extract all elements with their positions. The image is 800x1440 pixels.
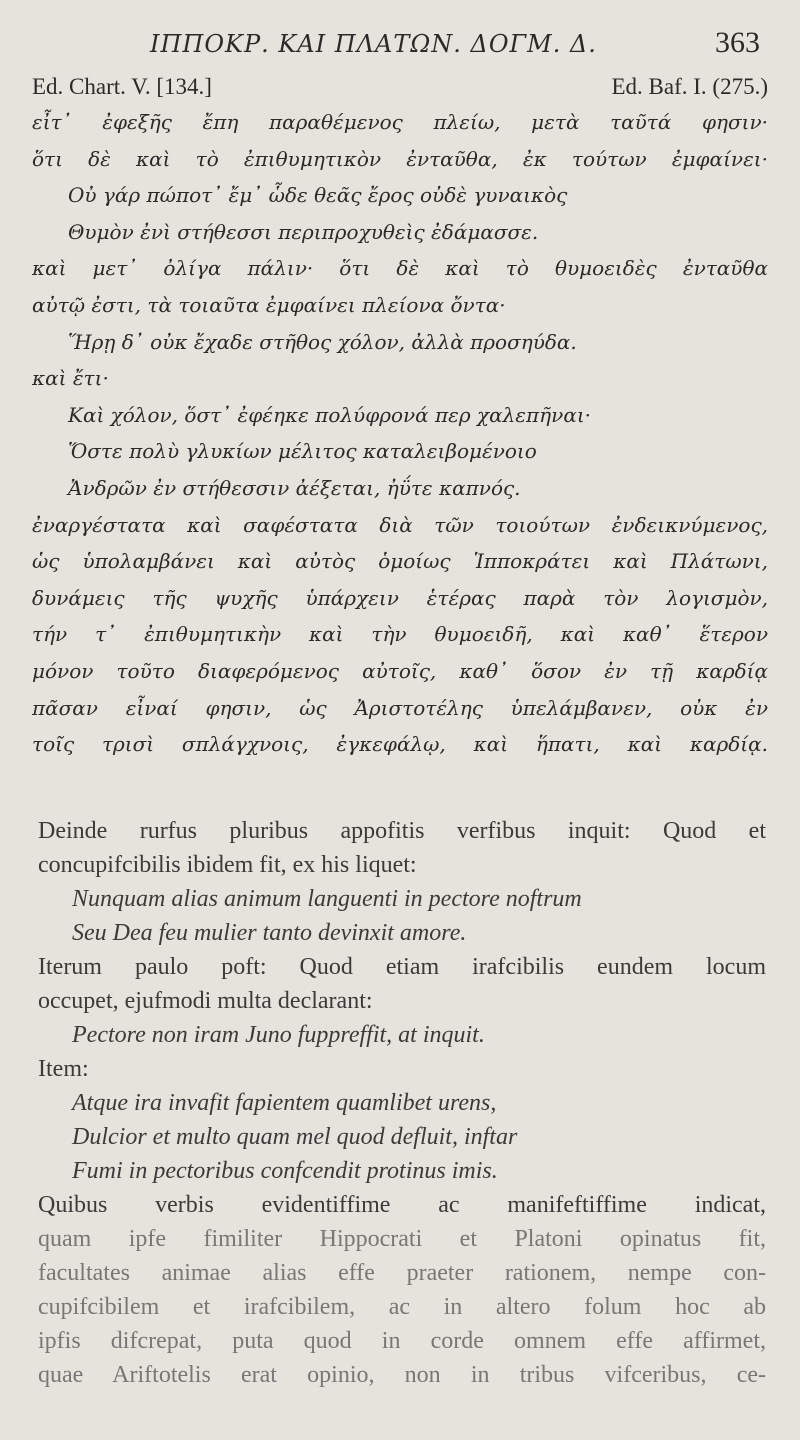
greek-line: ὡς ὑπολαμβάνει καὶ αὐτὸς ὁμοίως Ἱπποκράτει καὶ Πλάτωνι, <box>32 549 768 574</box>
edition-chartier: Ed. Chart. V. [134.] <box>32 74 212 99</box>
latin-line: cupifcibilem et irafcibilem, ac in altero folum hoc ab <box>38 1294 766 1320</box>
edition-references <box>32 74 768 104</box>
page-header <box>0 26 800 66</box>
latin-line: occupet, ejufmodi multa declarant: <box>38 988 373 1014</box>
greek-line: δυνάμεις τῆς ψυχῆς ὑπάρχειν ἑτέρας παρὰ τὸν λογισμὸν, <box>32 585 768 610</box>
latin-verse-line: Nunquam alias animum languenti in pectore noftrum <box>72 886 582 912</box>
greek-line: καὶ μετ᾽ ὀλίγα πάλιν· ὅτι δὲ καὶ τὸ θυμοειδὲς ἐνταῦθα <box>32 256 768 281</box>
latin-line: Iterum paulo poft: Quod etiam irafcibilis eundem locum <box>38 954 766 980</box>
greek-line: μόνον τοῦτο διαφερόμενος αὐτοῖς, καθ᾽ ὅσον ἐν τῇ καρδίᾳ <box>32 658 768 683</box>
latin-translation <box>38 814 766 1392</box>
greek-verse-line: Ἀνδρῶν ἐν στήθεσσιν ἀέξεται, ἠΰτε καπνός. <box>68 475 521 500</box>
latin-verse-line: Atque ira invafit fapientem quamlibet urens, <box>72 1090 497 1116</box>
greek-verse-line: Ὅστε πολὺ γλυκίων μέλιτος καταλειβομένοιο <box>68 439 537 464</box>
latin-line: concupifcibilis ibidem fit, ex his liquet: <box>38 852 417 878</box>
greek-line: τοῖς τρισὶ σπλάγχνοις, ἐγκεφάλῳ, καὶ ἥπατι, καὶ καρδίᾳ. <box>32 732 768 757</box>
greek-verse-line: Ἥρῃ δ᾽ οὐκ ἔχαδε στῆθος χόλον, ἀλλὰ προσηύδα. <box>68 329 577 354</box>
greek-line: πᾶσαν εἶναί φησιν, ὡς Ἀριστοτέλης ὑπελάμβανεν, οὐκ ἐν <box>32 695 768 720</box>
greek-line: τήν τ᾽ ἐπιθυμητικὴν καὶ τὴν θυμοειδῆ, καὶ καθ᾽ ἕτερον <box>32 622 768 647</box>
greek-verse-line: Καὶ χόλον, ὅστ᾽ ἐφέηκε πολύφρονά περ χαλεπῆναι· <box>68 402 592 427</box>
latin-verse-line: Pectore non iram Juno fuppreffit, at inquit. <box>72 1022 485 1048</box>
latin-line: Item: <box>38 1056 89 1082</box>
latin-verse-line: Dulcior et multo quam mel quod defluit, inftar <box>72 1124 518 1150</box>
greek-line: ἐναργέστατα καὶ σαφέστατα διὰ τῶν τοιούτων ἐνδεικνύμενος, <box>32 512 768 537</box>
page-number: 363 <box>715 26 760 59</box>
greek-line: εἶτ᾽ ἐφεξῆς ἔπη παραθέμενος πλείω, μετὰ ταῦτά φησιν· <box>32 110 768 134</box>
latin-line: ipfis difcrepat, puta quod in corde omnem effe affirmet, <box>38 1328 766 1354</box>
latin-verse-line: Fumi in pectoribus confcendit protinus imis. <box>72 1158 498 1184</box>
edition-basel: Ed. Baf. I. (275.) <box>611 74 768 99</box>
latin-line: Deinde rurfus pluribus appofitis verfibus inquit: Quod et <box>38 818 766 844</box>
latin-line: Quibus verbis evidentiffime ac manifeftiffime indicat, <box>38 1192 766 1218</box>
greek-line: αὐτῷ ἐστι, τὰ τοιαῦτα ἐμφαίνει πλείονα ὄντα· <box>32 292 506 317</box>
latin-line: quam ipfe fimiliter Hippocrati et Platoni opinatus fit, <box>38 1226 766 1252</box>
greek-verse-line: Θυμὸν ἐνὶ στήθεσσι περιπροχυθεὶς ἐδάμασσε. <box>68 219 539 244</box>
greek-line: καὶ ἔτι· <box>32 366 109 391</box>
latin-line: quae Ariftotelis erat opinio, non in tribus vifceribus, ce- <box>38 1362 766 1388</box>
latin-verse-line: Seu Dea feu mulier tanto devinxit amore. <box>72 920 467 946</box>
latin-line: facultates animae alias effe praeter rationem, nempe con- <box>38 1260 766 1286</box>
running-title: ΙΠΠΟΚΡ. ΚΑΙ ΠΛΑΤΩΝ. ΔΟΓΜ. Δ. <box>150 30 597 58</box>
greek-verse-line: Οὐ γάρ πώποτ᾽ ἔμ᾽ ὧδε θεᾶς ἔρος οὐδὲ γυναικὸς <box>68 183 568 208</box>
greek-text <box>32 104 768 763</box>
greek-line: ὅτι δὲ καὶ τὸ ἐπιθυμητικὸν ἐνταῦθα, ἐκ τούτων ἐμφαίνει· <box>32 146 768 171</box>
